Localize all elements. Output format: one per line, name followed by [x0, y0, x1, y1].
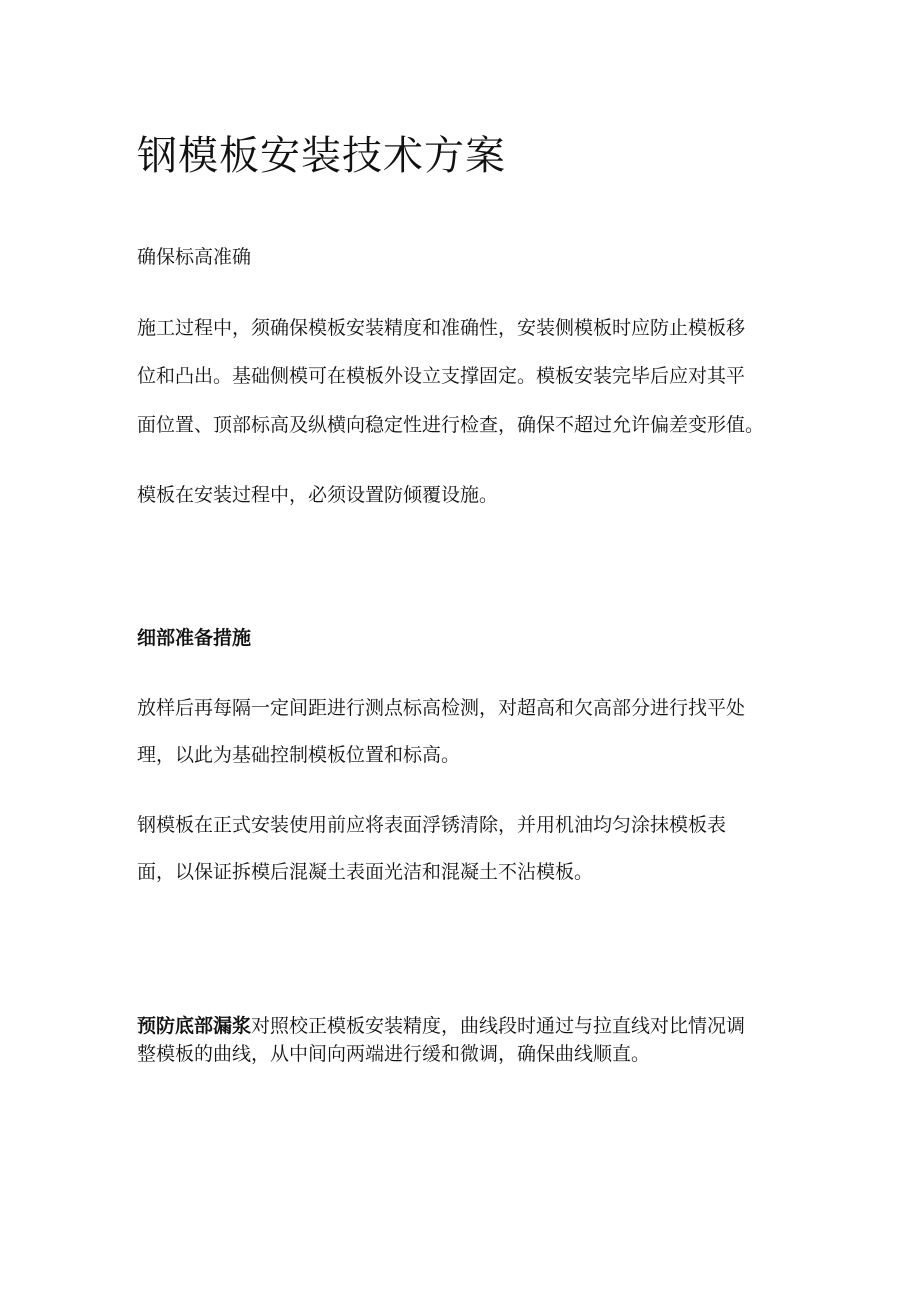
paragraph-line: 面，以保证拆模后混凝土表面光洁和混凝土不沾模板。	[137, 861, 594, 883]
paragraph-line: 放样后再每隔一定间距进行测点标高检测，对超高和欠高部分进行找平处	[137, 697, 746, 719]
section-heading-detail-prep: 细部准备措施	[137, 627, 252, 649]
paragraph-line: 模板在安装过程中，必须设置防倾覆设施。	[137, 484, 499, 506]
paragraph-line: 位和凸出。基础侧模可在模板外设立支撑固定。模板安装完毕后应对其平	[137, 365, 746, 387]
paragraph-text: 对照校正模板安装精度，曲线段时通过与拉直线对比情况调	[251, 1015, 746, 1037]
paragraph-line: 施工过程中，须确保模板安装精度和准确性，安装侧模板时应防止模板移	[137, 317, 746, 339]
paragraph-line: 钢模板在正式安装使用前应将表面浮锈清除，并用机油均匀涂抹模板表	[137, 814, 727, 836]
section-heading-leak-prevention: 预防底部漏浆	[137, 1015, 252, 1037]
document-title: 钢模板安装技术方案	[137, 133, 506, 179]
paragraph-line: 理，以此为基础控制模板位置和标高。	[137, 744, 461, 766]
paragraph-line: 面位置、顶部标高及纵横向稳定性进行检查，确保不超过允许偏差变形值。	[137, 414, 765, 436]
paragraph-line	[137, 1012, 745, 1040]
section-heading-elevation: 确保标高准确	[137, 246, 252, 268]
paragraph-line: 整模板的曲线，从中间向两端进行缓和微调，确保曲线顺直。	[137, 1043, 651, 1065]
